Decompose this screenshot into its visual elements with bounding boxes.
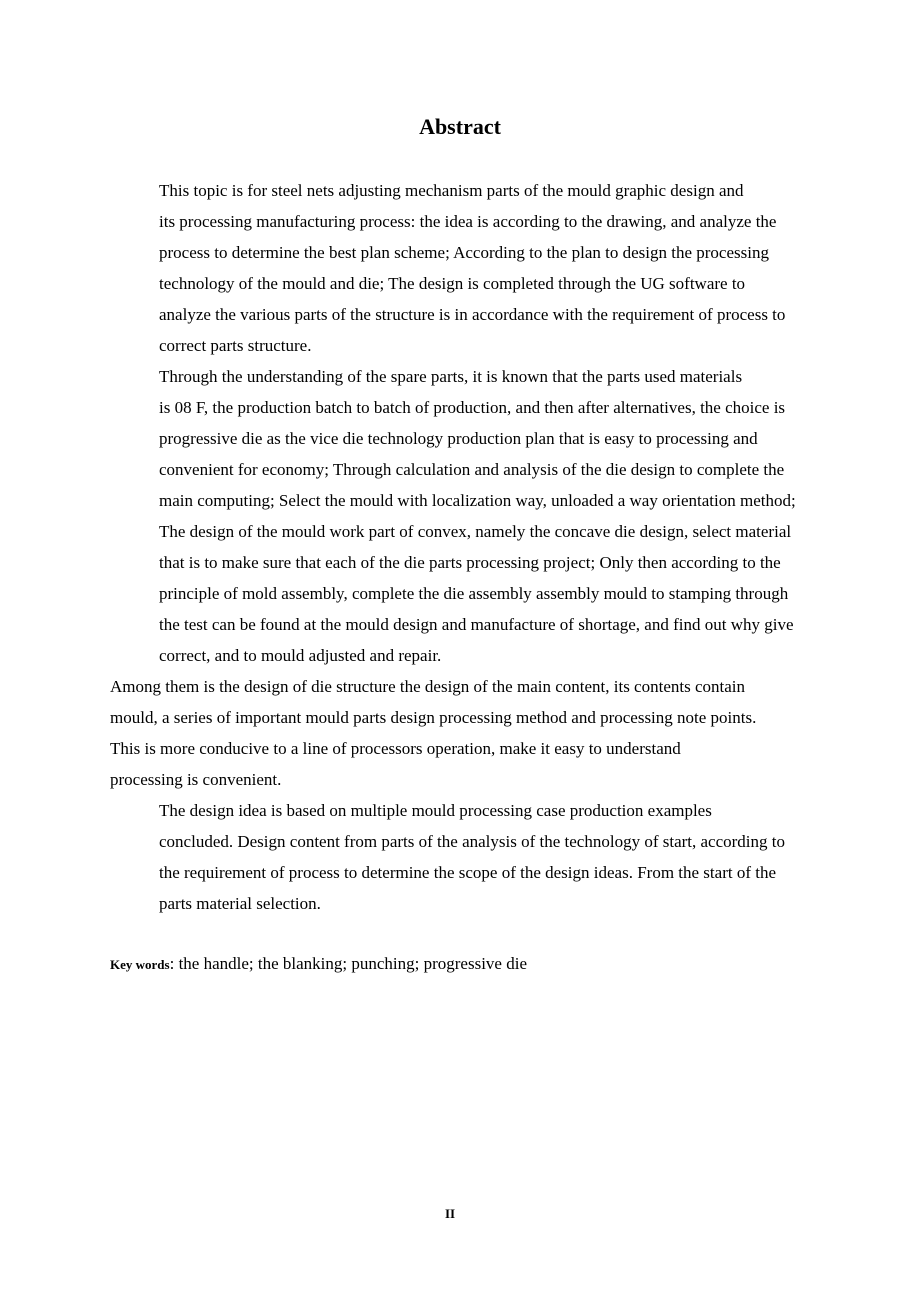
text-line: process to determine the best plan scheme; According to the plan to design the processing bbox=[159, 243, 769, 262]
text-line: the test can be found at the mould design and manufacture of shortage, and find out why give bbox=[159, 615, 794, 634]
keywords-separator: : bbox=[169, 954, 179, 973]
text-line: concluded. Design content from parts of the analysis of the technology of start, according to bbox=[159, 832, 785, 851]
abstract-paragraph-4 bbox=[110, 795, 820, 919]
text-line: The design of the mould work part of convex, namely the concave die design, select material bbox=[159, 522, 792, 541]
text-line: convenient for economy; Through calculation and analysis of the die design to complete the bbox=[159, 460, 785, 479]
abstract-title: Abstract bbox=[419, 114, 501, 139]
keywords-value: the handle; the blanking; punching; progressive die bbox=[178, 954, 527, 973]
keywords-label: Key words bbox=[110, 957, 170, 972]
text-line: correct, and to mould adjusted and repair. bbox=[159, 646, 442, 665]
text-line: technology of the mould and die; The design is completed through the UG software to bbox=[159, 274, 746, 293]
text-line: This topic is for steel nets adjusting mechanism parts of the mould graphic design and bbox=[159, 181, 744, 200]
text-line: mould, a series of important mould parts design processing method and processing note points. bbox=[110, 708, 757, 727]
text-line: analyze the various parts of the structure is in accordance with the requirement of process to bbox=[159, 305, 786, 324]
abstract-paragraph-2 bbox=[110, 361, 820, 671]
text-line: processing is convenient. bbox=[110, 770, 282, 789]
text-line: Among them is the design of die structure the design of the main content, its contents contain bbox=[110, 677, 746, 696]
abstract-body bbox=[110, 175, 820, 919]
text-line: the requirement of process to determine the scope of the design ideas. From the start of the bbox=[159, 863, 777, 882]
text-line: main computing; Select the mould with localization way, unloaded a way orientation method; bbox=[159, 491, 796, 510]
text-line: that is to make sure that each of the die parts processing project; Only then according to the bbox=[159, 553, 781, 572]
abstract-paragraph-1 bbox=[110, 175, 820, 361]
keywords bbox=[110, 950, 527, 979]
abstract-paragraph-3 bbox=[110, 671, 820, 795]
page-number: II bbox=[444, 1206, 456, 1221]
text-line: correct parts structure. bbox=[159, 336, 312, 355]
text-line: principle of mold assembly, complete the die assembly assembly mould to stamping through bbox=[159, 584, 789, 603]
text-line: The design idea is based on multiple mould processing case production examples bbox=[159, 801, 712, 820]
text-line: is 08 F, the production batch to batch of production, and then after alternatives, the choice is bbox=[159, 398, 786, 417]
text-line: its processing manufacturing process: the idea is according to the drawing, and analyze the bbox=[159, 212, 777, 231]
text-line: Through the understanding of the spare parts, it is known that the parts used materials bbox=[159, 367, 743, 386]
text-line: This is more conducive to a line of processors operation, make it easy to understand bbox=[110, 739, 681, 758]
text-line: parts material selection. bbox=[159, 894, 321, 913]
text-line: progressive die as the vice die technology production plan that is easy to processing and bbox=[159, 429, 758, 448]
